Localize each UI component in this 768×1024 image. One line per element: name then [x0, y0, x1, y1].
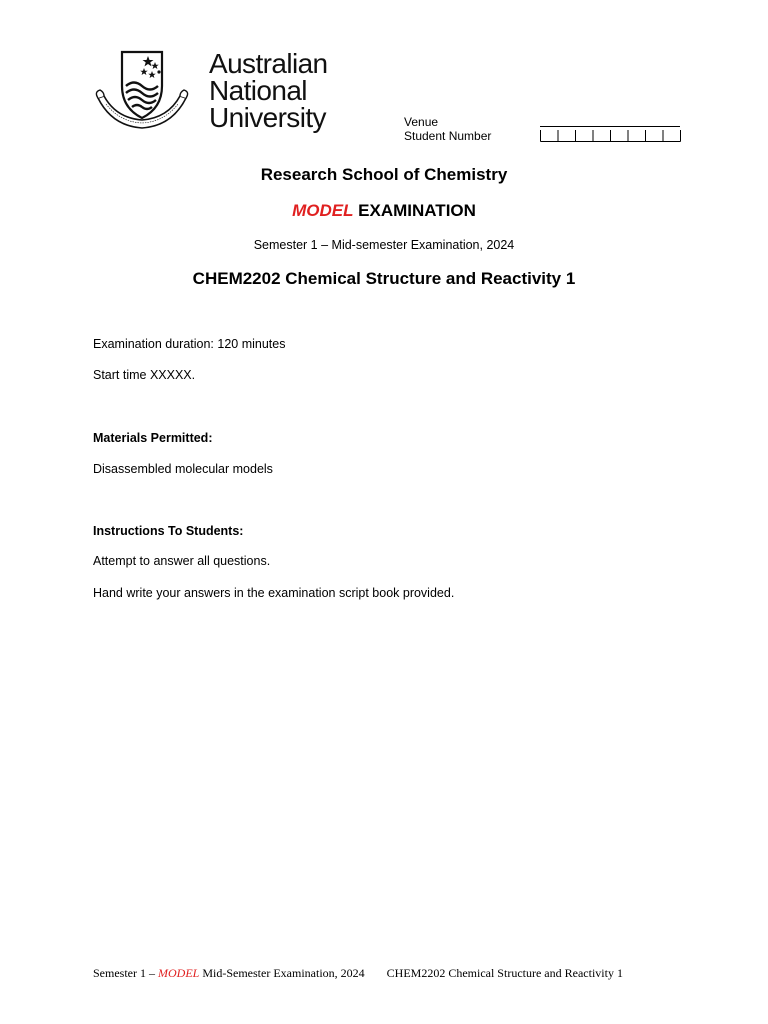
footer-prefix: Semester 1 – — [93, 966, 158, 980]
course-title: CHEM2202 Chemical Structure and Reactivity 1 — [192, 269, 576, 288]
footer-course: CHEM2202 Chemical Structure and Reactivity 1 — [386, 966, 623, 980]
logo-text-line1: Australian — [209, 48, 328, 79]
logo-text-line3: University — [209, 102, 326, 133]
exam-duration: Examination duration: 120 minutes — [93, 337, 286, 351]
materials-heading: Materials Permitted: — [93, 431, 213, 445]
materials-text: Disassembled molecular models — [93, 462, 273, 476]
footer-suffix: Mid-Semester Examination, 2024 — [199, 966, 365, 980]
footer-model-word: MODEL — [158, 966, 200, 980]
logo-text-line2: National — [209, 75, 307, 106]
page-footer — [93, 966, 693, 981]
anu-crest-logo — [92, 46, 192, 138]
student-number-field[interactable] — [540, 129, 681, 142]
venue-label: Venue — [404, 115, 439, 129]
instruction-item: Attempt to answer all questions. — [93, 554, 271, 568]
exam-title — [0, 201, 768, 221]
exam-title-word: EXAMINATION — [353, 201, 476, 220]
venue-field[interactable] — [540, 126, 680, 127]
start-time: Start time XXXXX. — [93, 368, 196, 382]
semester-line: Semester 1 – Mid-semester Examination, 2024 — [253, 238, 515, 252]
instruction-item: Hand write your answers in the examination script book provided. — [93, 586, 455, 600]
instructions-heading: Instructions To Students: — [93, 524, 244, 538]
exam-title-model-word: MODEL — [292, 201, 354, 220]
school-title: Research School of Chemistry — [260, 165, 508, 184]
student-number-label: Student Number — [404, 129, 492, 143]
